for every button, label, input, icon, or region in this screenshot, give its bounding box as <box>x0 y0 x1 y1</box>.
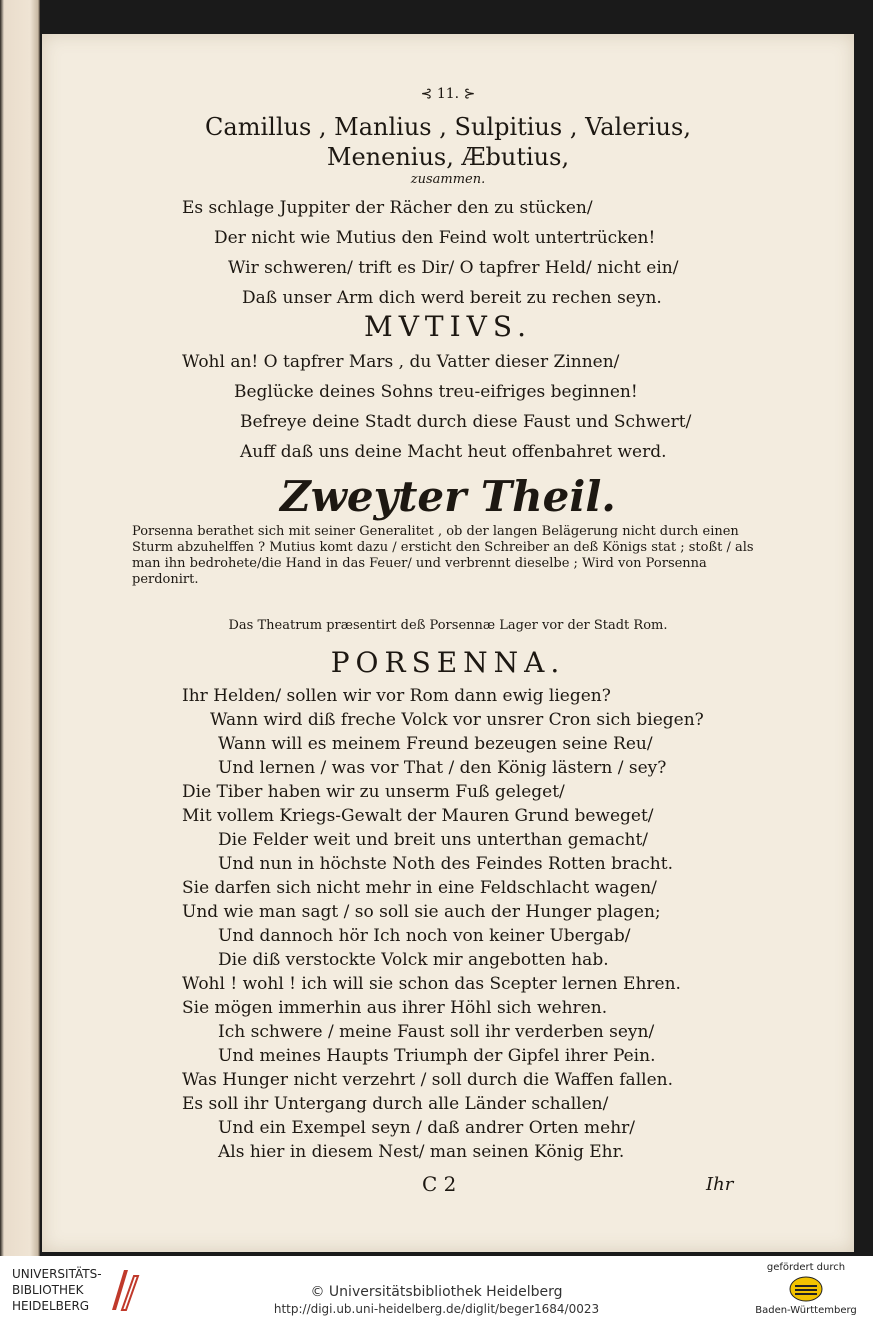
verse-line: Der nicht wie Mutius den Feind wolt untertrücken! <box>214 228 656 248</box>
verse-line: Sie darfen sich nicht mehr in eine Feldschlacht wagen/ <box>182 878 657 898</box>
book-page <box>42 34 854 1252</box>
together-note: zusammen. <box>410 172 486 187</box>
funded-by-label: gefördert durch <box>766 1262 846 1273</box>
copyright-notice: © Universitätsbibliothek Heidelberg <box>310 1284 563 1300</box>
names-line-2: Menenius, Æbutius, <box>326 143 570 171</box>
scene-summary: Porsenna berathet sich mit seiner Generalitet , ob der langen Belägerung nicht durch einen Sturm abzuhelffen ? Mutius komt dazu / ersticht den Schreiber an deß Königs stat ; stoßt / als man ihn bedrohete/die Hand in das Feuer/ und verbrennt dieselbe ; Wird von Porsenna perdonirt. <box>132 524 754 587</box>
book-spine <box>0 0 40 1256</box>
verse-line: Und nun in höchste Noth des Feindes Rotten bracht. <box>218 854 673 874</box>
verse-line: Sie mögen immerhin aus ihrer Höhl sich wehren. <box>182 998 608 1018</box>
verse-line: Und dannoch hör Ich noch von keiner Ubergab/ <box>218 926 631 946</box>
verse-line: Und ein Exempel seyn / daß andrer Orten mehr/ <box>218 1118 635 1138</box>
verse-line: Wir schweren/ trift es Dir/ O tapfrer Held/ nicht ein/ <box>228 258 679 278</box>
state-crest-icon <box>786 1275 826 1303</box>
verse-line: Mit vollem Kriegs-Gewalt der Mauren Grund beweget/ <box>182 806 654 826</box>
library-name-line: BIBLIOTHEK <box>12 1283 84 1297</box>
names-line-1: Camillus , Manlius , Sulpitius , Valerius, <box>205 113 691 141</box>
verse-line: Auff daß uns deine Macht heut offenbahret werd. <box>240 442 667 462</box>
verse-line: Was Hunger nicht verzehrt / soll durch die Waffen fallen. <box>182 1070 673 1090</box>
catchword: Ihr <box>706 1174 734 1195</box>
part-heading: Zweyter Theil. <box>280 472 616 521</box>
signature-mark: C 2 <box>422 1172 457 1196</box>
verse-line: Als hier in diesem Nest/ man seinen König Ehr. <box>218 1142 625 1162</box>
verse-line: Wann wird diß freche Volck vor unsrer Cron sich biegen? <box>210 710 704 730</box>
funding-credit[interactable] <box>751 1262 861 1316</box>
library-name-line: HEIDELBERG <box>12 1299 90 1313</box>
page-number: ⊰ 11. ⊱ <box>420 86 476 102</box>
verse-line: Es soll ihr Untergang durch alle Länder schallen/ <box>182 1094 609 1114</box>
permalink[interactable]: http://digi.ub.uni-heidelberg.de/diglit/beger1684/0023 <box>273 1302 600 1316</box>
verse-line: Und meines Haupts Triumph der Gipfel ihrer Pein. <box>218 1046 656 1066</box>
verse-line: Daß unser Arm dich werd bereit zu rechen seyn. <box>242 288 662 308</box>
state-name: Baden-Württemberg <box>755 1305 857 1316</box>
verse-line: Wohl ! wohl ! ich will sie schon das Scepter lernen Ehren. <box>182 974 681 994</box>
library-name-line: UNIVERSITÄTS- <box>12 1267 102 1281</box>
verse-line: Es schlage Juppiter der Rächer den zu stücken/ <box>182 198 593 218</box>
verse-line: Und wie man sagt / so soll sie auch der Hunger plagen; <box>182 902 661 922</box>
verse-line: Wohl an! O tapfrer Mars , du Vatter dieser Zinnen/ <box>182 352 620 372</box>
verse-line: Die Tiber haben wir zu unserm Fuß geleget/ <box>182 782 565 802</box>
verse-line: Wann will es meinem Freund bezeugen seine Reu/ <box>218 734 653 754</box>
verse-line: Die diß verstockte Volck mir angebotten hab. <box>218 950 609 970</box>
verse-line: Beglücke deines Sohns treu-eifriges beginnen! <box>234 382 638 402</box>
verse-line: Und lernen / was vor That / den König lästern / sey? <box>218 758 667 778</box>
speaker-mutius: MVTIVS. <box>364 310 532 343</box>
stage-direction: Das Theatrum præsentirt deß Porsennæ Lager vor der Stadt Rom. <box>228 618 668 633</box>
verse-line: Ich schwere / meine Faust soll ihr verderben seyn/ <box>218 1022 655 1042</box>
speaker-porsenna: PORSENNA. <box>330 646 566 679</box>
verse-line: Die Felder weit und breit uns unterthan gemacht/ <box>218 830 649 850</box>
verse-line: Befreye deine Stadt durch diese Faust und Schwert/ <box>240 412 692 432</box>
verse-line: Ihr Helden/ sollen wir vor Rom dann ewig liegen? <box>182 686 611 706</box>
